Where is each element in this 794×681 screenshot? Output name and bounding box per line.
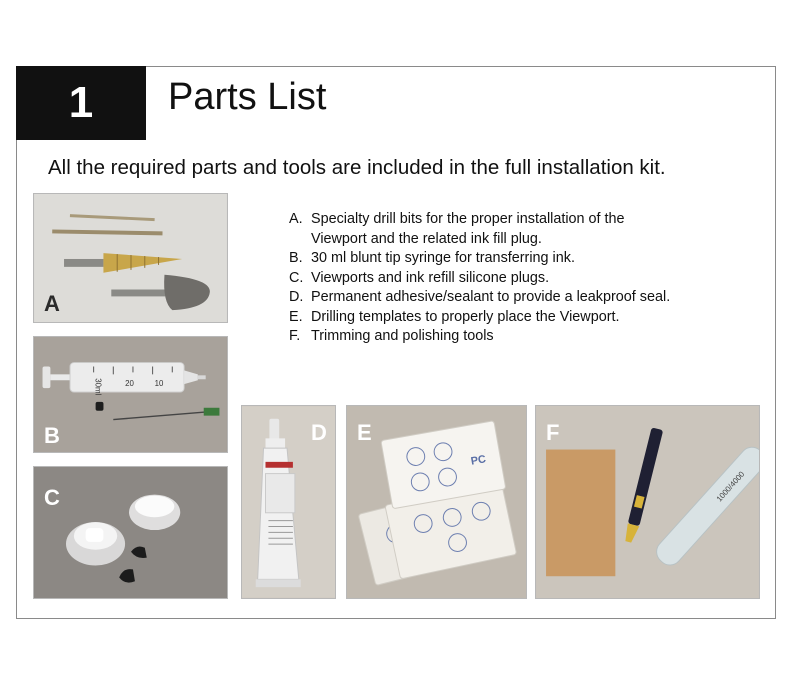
syringe-mark: 10 bbox=[154, 379, 164, 389]
template-logo-text: PC bbox=[469, 453, 487, 468]
list-item-letter: A. bbox=[289, 211, 303, 227]
photo-label: B bbox=[44, 423, 60, 448]
photo-syringe bbox=[33, 336, 228, 453]
photo-trimming-tools bbox=[535, 405, 760, 599]
photo-label: A bbox=[44, 291, 60, 316]
list-item-text bbox=[311, 210, 625, 249]
list-item bbox=[289, 210, 759, 249]
section-number: 1 bbox=[68, 78, 94, 127]
list-item-letter: C. bbox=[289, 269, 304, 286]
photo-templates bbox=[346, 405, 527, 599]
section-number-badge bbox=[16, 66, 146, 140]
photo-label: F bbox=[546, 420, 560, 445]
photo-adhesive bbox=[241, 405, 336, 599]
photo-viewports bbox=[33, 466, 228, 599]
list-item bbox=[289, 327, 759, 347]
list-item-text: Viewports and ink refill silicone plugs. bbox=[311, 269, 550, 286]
photo-label: C bbox=[44, 485, 60, 510]
viewports-illustration bbox=[34, 467, 227, 598]
list-item-line: Specialty drill bits for the proper installation of the bbox=[311, 211, 625, 227]
list-item-letter: B. bbox=[289, 250, 303, 266]
kit-description: All the required parts and tools are included in the full installation kit. bbox=[48, 156, 666, 179]
list-item-text: 30 ml blunt tip syringe for transferring ink. bbox=[311, 250, 575, 266]
file-grit-text: 1000/4000 bbox=[714, 469, 747, 504]
list-item-text: Trimming and polishing tools bbox=[311, 328, 494, 344]
list-item-letter: F. bbox=[289, 328, 301, 344]
syringe-mark: 30ml bbox=[93, 378, 103, 396]
syringe-illustration bbox=[34, 337, 227, 452]
list-item-letter: E. bbox=[289, 308, 303, 325]
list-item bbox=[289, 288, 759, 308]
photo-label: D bbox=[311, 420, 327, 445]
list-item bbox=[289, 269, 759, 289]
drill-bits-illustration bbox=[34, 194, 227, 322]
syringe-mark: 20 bbox=[125, 379, 134, 389]
list-item-letter: D. bbox=[289, 289, 304, 305]
list-item-line: Viewport and the related ink fill plug. bbox=[311, 230, 542, 247]
list-item bbox=[289, 249, 759, 269]
templates-illustration bbox=[347, 406, 526, 598]
photo-drill-bits bbox=[33, 193, 228, 323]
trimming-tools-illustration bbox=[536, 406, 759, 598]
list-item-text: Permanent adhesive/sealant to provide a leakproof seal. bbox=[311, 289, 671, 305]
list-item-text: Drilling templates to properly place the Viewport. bbox=[311, 308, 620, 325]
photo-label: E bbox=[357, 420, 372, 445]
parts-list bbox=[289, 210, 759, 347]
list-item bbox=[289, 308, 759, 328]
page-title: Parts List bbox=[168, 76, 327, 118]
